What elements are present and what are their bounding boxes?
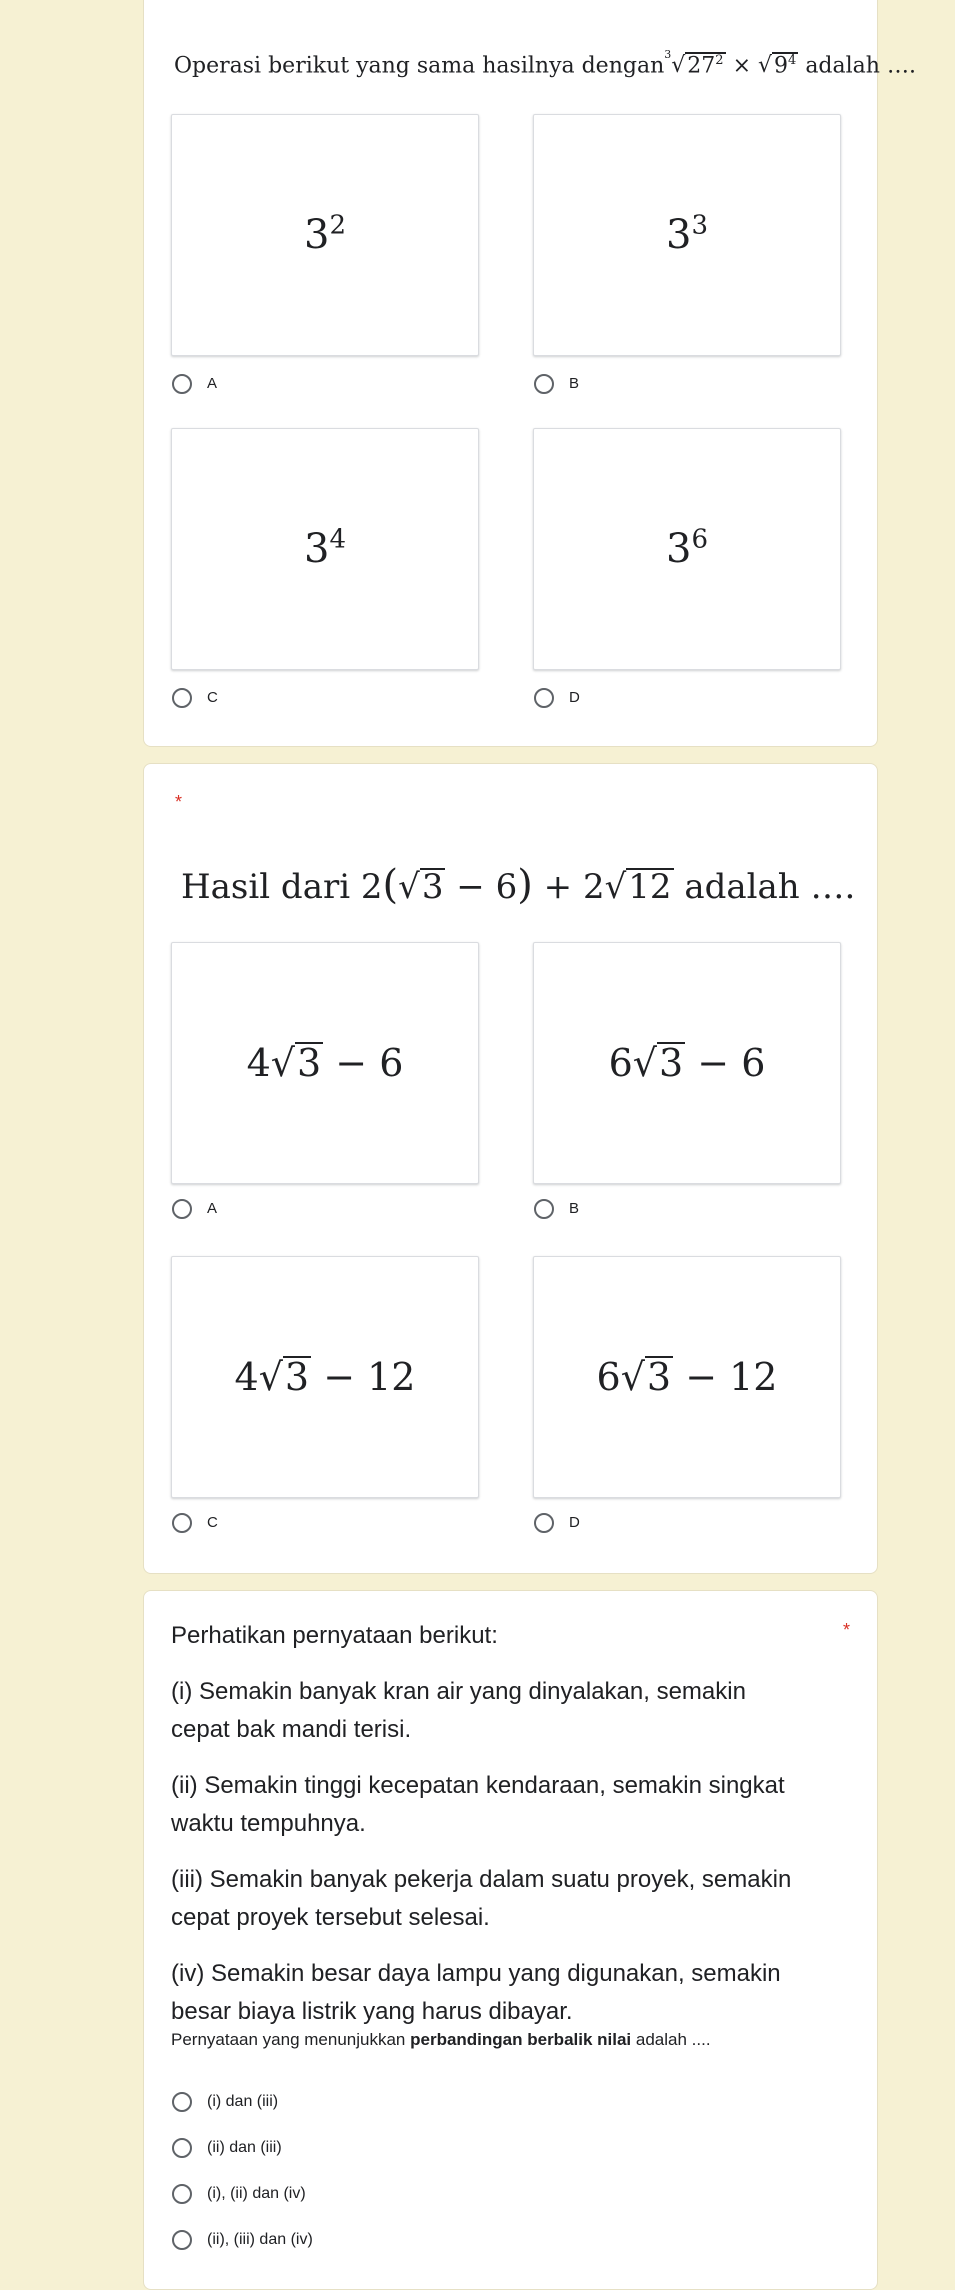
radio-option-b[interactable] <box>534 1199 554 1219</box>
option-a-label: A <box>207 375 218 392</box>
radio-choice-4[interactable] <box>172 2230 192 2250</box>
question-1-title-suffix: adalah …. <box>805 53 916 79</box>
option-c-label: C <box>207 1514 218 1531</box>
question-3-prompt: Pernyataan yang menunjukkan perbandingan berbalik nilai adalah .... <box>171 2030 711 2049</box>
statement-4: (iv) Semakin besar daya lampu yang digunakan, semakin besar biaya listrik yang harus dibayar. <box>171 1960 781 2025</box>
option-b-label: B <box>569 1200 580 1217</box>
statement-1: (i) Semakin banyak kran air yang dinyalakan, semakin cepat bak mandi terisi. <box>171 1678 746 1743</box>
question-2-title-prefix: Hasil dari <box>181 867 351 907</box>
radio-option-a[interactable] <box>172 374 192 394</box>
radio-option-a[interactable] <box>172 1199 192 1219</box>
required-asterisk: * <box>843 1620 851 1640</box>
option-image-c[interactable] <box>171 428 479 670</box>
square-root-expression: $√9^4$ <box>758 53 797 79</box>
radio-choice-2[interactable] <box>172 2138 192 2158</box>
radio-option-c[interactable] <box>172 1513 192 1533</box>
required-asterisk: * <box>175 792 183 812</box>
option-b-label: B <box>569 375 580 392</box>
option-b-math: $3^3$ <box>666 210 708 258</box>
choice-1-label: (i) dan (iii) <box>207 2093 279 2110</box>
option-image-a[interactable] <box>171 114 479 356</box>
option-image-d[interactable] <box>533 1256 841 1498</box>
option-c-math: $3^4$ <box>304 524 346 572</box>
option-a-math: $3^2$ <box>304 210 346 258</box>
times-symbol: × <box>732 53 751 79</box>
option-b-math: 6√3 − 6 <box>608 1041 766 1085</box>
option-a-math: 4√3 − 6 <box>246 1041 404 1085</box>
statement-3: (iii) Semakin banyak pekerja dalam suatu proyek, semakin cepat proyek tersebut selesai. <box>171 1866 792 1931</box>
option-d-label: D <box>569 689 580 706</box>
radio-option-d[interactable] <box>534 1513 554 1533</box>
question-1-title <box>174 48 916 79</box>
option-c-math: 4√3 − 12 <box>234 1355 416 1399</box>
option-d-math: $3^6$ <box>666 524 708 572</box>
choice-2-label: (ii) dan (iii) <box>207 2139 282 2156</box>
question-1-title-prefix: Operasi berikut yang sama hasilnya dengan <box>174 53 665 79</box>
option-image-d[interactable] <box>533 428 841 670</box>
radio-choice-1[interactable] <box>172 2092 192 2112</box>
option-image-b[interactable] <box>533 114 841 356</box>
option-d-label: D <box>569 1514 580 1531</box>
option-image-c[interactable] <box>171 1256 479 1498</box>
radio-choice-3[interactable] <box>172 2184 192 2204</box>
radio-option-d[interactable] <box>534 688 554 708</box>
question-3-intro: Perhatikan pernyataan berikut: <box>171 1622 498 1649</box>
choice-4-label: (ii), (iii) dan (iv) <box>207 2231 313 2248</box>
option-a-label: A <box>207 1200 218 1217</box>
question-2-title: Hasil dari 2(√3 − 6) + 2√12 adalah …. <box>181 862 856 908</box>
option-c-label: C <box>207 689 218 706</box>
choice-3-label: (i), (ii) dan (iv) <box>207 2185 306 2202</box>
cube-root-expression: $^3√27^2$ <box>664 48 724 79</box>
radio-option-b[interactable] <box>534 374 554 394</box>
radio-option-c[interactable] <box>172 688 192 708</box>
option-d-math: 6√3 − 12 <box>596 1355 778 1399</box>
option-image-a[interactable] <box>171 942 479 1184</box>
option-image-b[interactable] <box>533 942 841 1184</box>
statement-2: (ii) Semakin tinggi kecepatan kendaraan, semakin singkat waktu tempuhnya. <box>171 1772 785 1837</box>
question-2-title-suffix: adalah …. <box>684 867 856 907</box>
